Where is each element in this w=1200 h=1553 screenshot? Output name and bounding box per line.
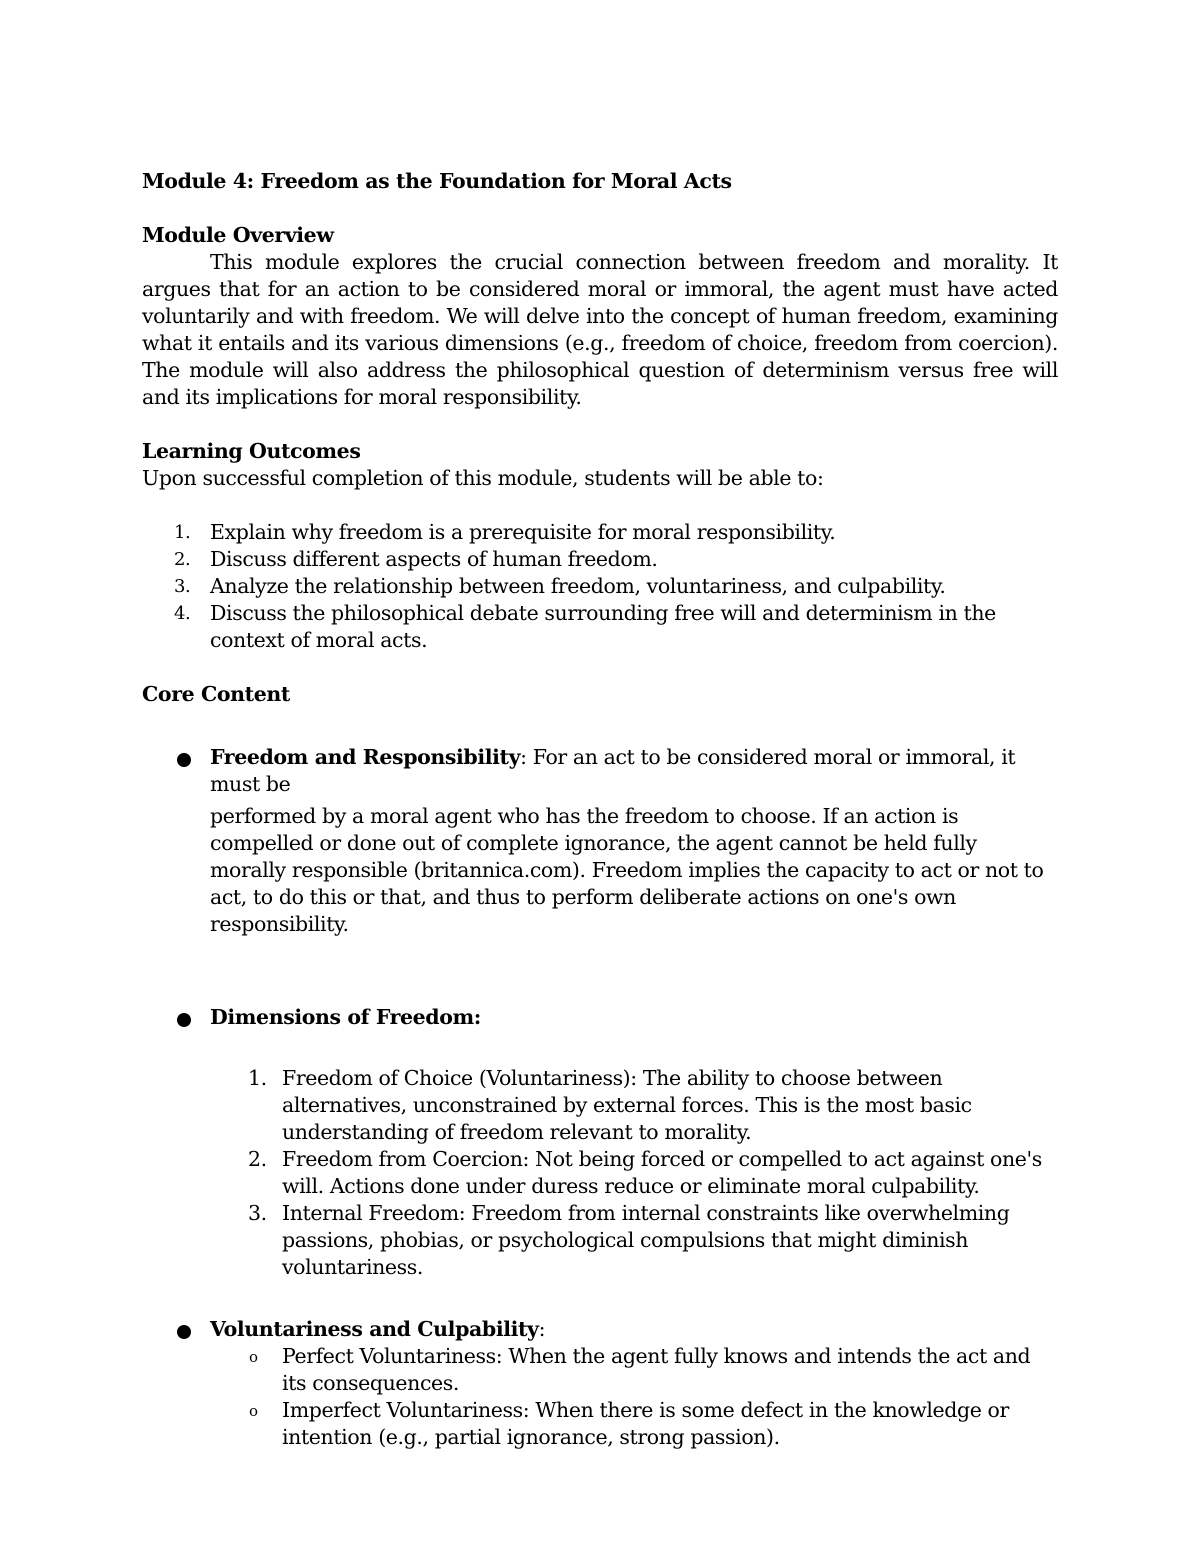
overview-text: This module explores the crucial connection between freedom and morality. It argues that for an action to be considered moral or immoral, the agent must have acted voluntarily and with freedom. We will delve into the concept of human freedom, examining what it entails and its various dimensions (e.g., freedom of choice, freedom from coercion). The module will also address the philosophical question of determinism versus free will and its implications for moral responsibility. (142, 250, 1058, 409)
list-item (142, 1065, 1058, 1146)
bullet-icon (177, 753, 191, 767)
list-number: 3. (174, 576, 191, 597)
list-item-text: Internal Freedom: Freedom from internal constraints like overwhelming passions, phobias, or psychological compulsions that might diminish voluntariness. (282, 1201, 1010, 1279)
outcomes-intro: Upon successful completion of this module, students will be able to: (142, 466, 824, 490)
list-item (142, 1343, 1058, 1397)
overview-heading: Module Overview (142, 223, 334, 247)
circle-bullet-icon: o (249, 1348, 258, 1366)
label-separator: : (520, 745, 533, 769)
list-item-text: Freedom from Coercion: Not being forced or compelled to act against one's will. Actions done under duress reduce or eliminate moral culpability. (282, 1147, 1042, 1198)
circle-bullet-icon: o (249, 1402, 258, 1420)
outcomes-list (142, 519, 1058, 654)
list-number: 4. (174, 603, 191, 624)
list-item-text: Perfect Voluntariness: When the agent fully knows and intends the act and its consequences. (282, 1344, 1031, 1395)
list-item-text: Imperfect Voluntariness: When there is some defect in the knowledge or intention (e.g., partial ignorance, strong passion). (282, 1398, 1009, 1449)
voluntariness-label: Voluntariness and Culpability (210, 1317, 539, 1341)
list-item-text: Explain why freedom is a prerequisite for moral responsibility. (210, 520, 836, 544)
core-heading: Core Content (142, 682, 290, 706)
list-item (142, 600, 1058, 654)
voluntariness-section (142, 1316, 1058, 1343)
list-item-text: Analyze the relationship between freedom, voluntariness, and culpability. (210, 574, 946, 598)
responsibility-section (142, 744, 1058, 938)
list-item-text: Discuss different aspects of human freedom. (210, 547, 658, 571)
bullet-icon (177, 1013, 191, 1027)
dimensions-list (142, 1065, 1058, 1281)
module-title: Module 4: Freedom as the Foundation for Moral Acts (142, 169, 732, 193)
responsibility-label: Freedom and Responsibility (210, 745, 521, 769)
label-separator: : (538, 1317, 546, 1341)
list-item (142, 1146, 1058, 1200)
list-item (142, 1397, 1058, 1451)
list-number: 3. (248, 1201, 267, 1225)
list-item (142, 546, 1058, 573)
list-item (142, 573, 1058, 600)
responsibility-first-line (210, 744, 1058, 798)
list-item-text: Freedom of Choice (Voluntariness): The ability to choose between alternatives, unconstrained by external forces. This is the most basic understanding of freedom relevant to morality. (282, 1066, 972, 1144)
list-item-text: Discuss the philosophical debate surrounding free will and determinism in the context of moral acts. (210, 601, 996, 652)
list-item (142, 1200, 1058, 1281)
list-number: 2. (174, 549, 191, 570)
voluntariness-heading-line (210, 1316, 1058, 1343)
bullet-icon (177, 1325, 191, 1339)
document-content (142, 168, 1058, 1451)
list-item (142, 519, 1058, 546)
responsibility-line1: For an act to be considered moral or immoral, it must be (210, 745, 1016, 796)
list-number: 2. (248, 1147, 267, 1171)
outcomes-heading: Learning Outcomes (142, 439, 361, 463)
list-number: 1. (248, 1066, 267, 1090)
list-number: 1. (174, 522, 191, 543)
voluntariness-list (142, 1343, 1058, 1451)
dimensions-label: Dimensions of Freedom: (210, 1005, 481, 1029)
dimensions-section (142, 1004, 1058, 1031)
responsibility-text: performed by a moral agent who has the freedom to choose. If an action is compelled or done out of complete ignorance, the agent cannot be held fully morally responsible (britannica.com). Freedom implies the capacity to act or not to act, to do this or that, and thus to perform deliberate actions on one's own responsibility. (210, 804, 1044, 936)
